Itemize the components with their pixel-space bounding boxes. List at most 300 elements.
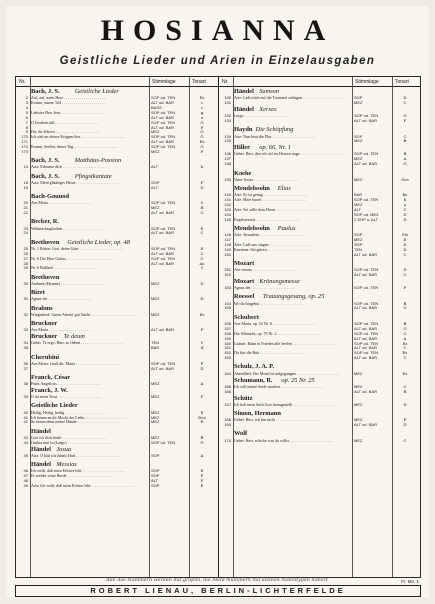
composer-heading: [219, 410, 420, 418]
entry-key: B: [403, 321, 407, 326]
entry-number: 167: [224, 402, 231, 407]
composer-name: Bach, J. S.: [31, 172, 60, 180]
composer-name: Händel: [31, 461, 51, 469]
work-title: Die Schöpfung: [255, 126, 294, 134]
entry-title: Liebster Herr Jesu . . . . . . . . . . . . . . . . . . . . . .: [31, 110, 105, 115]
right-rows: [219, 88, 420, 443]
entry-voice: SOP: [354, 233, 363, 238]
entry-number: 161: [224, 346, 231, 351]
entry-title: Er weidet seine Herde . . . . . . . . . . . . . . . . . . . . . .: [31, 474, 111, 479]
composer-name: Hiller: [234, 144, 250, 152]
entry-number: 35: [23, 346, 28, 351]
entry-key: Es: [199, 140, 205, 145]
entry-number: 48: [23, 479, 28, 484]
entry-key: C: [403, 134, 407, 139]
entry-key: F: [200, 479, 204, 484]
entry-number: 151: [224, 268, 231, 273]
entry-title: Heilig, Heilig, heilig . . . . . . . . . . . . . . . . . . . . . .: [31, 410, 109, 415]
composer-heading: [219, 293, 420, 301]
entry-number: 45: [23, 453, 28, 458]
entry-voice: MEZ: [151, 206, 160, 211]
entry-key: Es: [402, 371, 408, 376]
entry-number: 136: [224, 152, 231, 157]
entry-voice: MEZ: [354, 371, 363, 376]
entry-key: C: [403, 438, 407, 443]
entry-voice: ALT od. BAR: [354, 356, 377, 361]
entry-number: 157: [224, 326, 231, 331]
composer-name: Bach-Gounod: [31, 193, 70, 201]
entry-voice: ALT od. BAR: [151, 366, 174, 371]
entry-number: 18: [23, 180, 28, 185]
composer-heading: [16, 239, 218, 247]
entry-voice: MEZ: [354, 202, 363, 207]
composer-heading: [16, 428, 218, 436]
entry-voice: SOP od. TEN: [354, 286, 379, 291]
entry-voice: SOP od. TEN: [354, 152, 379, 157]
sheet-page: [6, 6, 429, 598]
entry-voice: ALT: [151, 165, 159, 170]
entry-key: D: [403, 402, 407, 407]
entry-voice: TEN: [354, 247, 362, 252]
entry-key: fis: [402, 193, 408, 198]
entry-number: 37: [23, 366, 28, 371]
entry-key: a: [403, 202, 407, 207]
entry-voice: SOP od. TEN: [151, 440, 176, 445]
entry-key: F: [200, 149, 204, 154]
entry-title: Ave Maria . . . . . . . . . . . . . . . . . . . . . .: [31, 328, 92, 333]
composer-heading: [16, 274, 218, 282]
entry-number: 171: [21, 140, 28, 145]
composer-name: Bach, J. S.: [31, 88, 60, 95]
entry-key: D: [403, 212, 407, 217]
entry-voice: SOP: [354, 134, 363, 139]
work-title: Samson: [259, 88, 280, 95]
entry-key: Des: [198, 415, 206, 420]
entry-title: Auf, auf, mein Herz . . . . . . . . . . . . . . . . . . . . . .: [31, 96, 108, 101]
entry-key: E: [200, 226, 204, 231]
entry-key: C: [403, 331, 407, 336]
entry-title: O du mein Trost . . . . . . . . . . . . . . . . . . . . . .: [31, 395, 102, 400]
entry-key: A: [200, 453, 204, 458]
entry-title: Aria: Mein gläubiges Herze . . . . . . . . . . . . . . . . . . . . . .: [31, 180, 120, 185]
entry-title: Ich weiß, daß mein Erlöser lebt . . . . . . . . . . . . . . . . . . . . . .: [31, 469, 126, 474]
entry-key: C: [200, 201, 204, 206]
composer-name: Händel: [234, 105, 254, 113]
entry-number: 141: [224, 198, 231, 203]
entry-voice: MEZ: [354, 139, 363, 144]
entry-number: 145: [224, 217, 231, 222]
entry-voice: ALT od. BAR: [151, 261, 174, 266]
entry-key: F: [403, 286, 407, 291]
entry-key: E: [200, 410, 204, 415]
entry-voice: MEZ: [354, 384, 363, 389]
entry-voice: ALT od. BAR: [151, 125, 174, 130]
entry-number: 27: [23, 256, 28, 261]
entry-voice: MEZ: [354, 101, 363, 106]
composer-name: Bruckner: [31, 333, 58, 341]
entry-key: G: [200, 145, 204, 150]
composer-name: Bizet: [31, 289, 45, 297]
entry-number: 28: [23, 261, 28, 266]
composer-heading: [219, 363, 420, 371]
entry-title: Agnus dei . . . . . . . . . . . . . . . . . . . . . .: [234, 286, 295, 291]
entry-number: 153: [224, 286, 231, 291]
entry-key: D: [200, 366, 204, 371]
entry-voice: SOP: [151, 180, 160, 185]
composer-heading: [219, 185, 420, 193]
entry-title: Ich kenne an dir Macht der Liebe . . . . . . . . . . . . . . . . . . . . . .: [31, 415, 129, 420]
composer-heading: [219, 314, 420, 322]
composer-name: Beethoven: [31, 273, 60, 281]
entry-key: c: [200, 105, 204, 110]
composer-heading: [219, 170, 420, 178]
entry-key: F: [200, 180, 204, 185]
entry-voice: SOP od. TEN: [151, 145, 176, 150]
entry-title: Komm, süsser Tod . . . . . . . . . . . . . . . . . . . . . .: [31, 101, 105, 106]
entry-key: e: [200, 115, 204, 120]
work-title: Elias: [277, 185, 291, 193]
composer-name: Mendelssohn: [234, 224, 270, 232]
entry-number: 139: [224, 177, 231, 182]
entry-key: C: [403, 346, 407, 351]
entry-number: 22: [23, 211, 28, 216]
entry-number: 39: [23, 395, 28, 400]
entry-key: G: [200, 120, 204, 125]
composer-name: Mendelssohn: [234, 185, 270, 193]
entry-key: Es: [199, 312, 205, 317]
entry-title: Nr. 6 Bußlied . . . . . . . . . . . . . . . . . . . . . .: [31, 266, 97, 271]
page-title: HOSIANNA: [100, 14, 335, 47]
work-title: Geistliche Lieder: [74, 88, 119, 95]
entry-key: G: [403, 114, 407, 119]
composer-heading: [219, 126, 420, 134]
entry-title: Ave verum . . . . . . . . . . . . . . . . . . . . . .: [234, 268, 296, 273]
entry-voice: MEZ: [151, 435, 160, 440]
footnote: Alle Ave-Nummern werden mit großen, die Mehl-Nummern mit kleinen Notentypen notiert: [106, 578, 328, 583]
entry-title: Komm, Seelen, dieser Tag . . . . . . . . . . . . . . . . . . . . . .: [31, 145, 118, 150]
entry-number: 26: [23, 251, 28, 256]
entry-title: Weihnachtsglocken . . . . . . . . . . . . . . . . . . . . . .: [31, 226, 107, 231]
entry-number: 8: [25, 125, 28, 130]
entry-key: c: [200, 101, 204, 106]
composer-name: Franck, César: [31, 373, 71, 381]
entry-voice: MEZ: [151, 297, 160, 302]
composer-heading: [219, 395, 420, 403]
composer-name: Beethoven: [31, 238, 60, 246]
composer-heading: [219, 106, 420, 114]
header-stimmlage-right: Stimmlage: [355, 79, 379, 85]
entry-number: 24: [23, 231, 28, 236]
entry-key: C: [403, 207, 407, 212]
entry-voice: ALT od. BAR: [151, 328, 174, 333]
left-column: [16, 77, 219, 577]
entry-voice: MEZ: [354, 418, 363, 423]
entry-title: Largo . . . . . . . . . . . . . . . . . . . . . .: [234, 114, 288, 119]
entry-number: 6: [25, 115, 28, 120]
composer-heading: [16, 387, 218, 395]
entry-key: F: [403, 119, 407, 124]
entry-title: Aria: Erbarme dich . . . . . . . . . . . . . . . . . . . . . .: [31, 165, 106, 170]
entry-number: 41: [23, 415, 28, 420]
entry-voice: SOP: [151, 484, 160, 489]
entry-voice: MEZ: [354, 177, 363, 182]
entry-number: 42: [23, 420, 28, 425]
entry-key: C: [403, 101, 407, 106]
entry-number: 32: [23, 312, 28, 317]
entry-voice: SOP od. TEN: [354, 341, 379, 346]
header-nr: Nr.: [19, 79, 26, 85]
entry-number: 144: [224, 212, 231, 217]
entry-voice: ALT od. BAR: [354, 119, 377, 124]
entry-title: Arie: Jerusalem . . . . . . . . . . . . . . . . . . . . . .: [234, 233, 304, 238]
entry-key: A: [200, 382, 204, 387]
plate-number: Fr. Mo. 1: [401, 579, 419, 584]
entry-key: D: [200, 297, 204, 302]
entry-number: 5: [25, 110, 28, 115]
entry-number: 155: [224, 306, 231, 311]
entry-number: 173: [21, 149, 28, 154]
composer-name: Geistliche Lieder: [31, 402, 78, 410]
entry-number: 19: [23, 185, 28, 190]
entry-key: B: [403, 152, 407, 157]
composer-name: Cherubini: [31, 353, 60, 361]
entry-number: 36: [23, 361, 28, 366]
composer-heading: [16, 157, 218, 165]
entry-voice: SOP od. TEN: [354, 331, 379, 336]
entry-key: D: [403, 217, 407, 222]
entry-number: 46: [23, 469, 28, 474]
entry-number: 34: [23, 341, 28, 346]
entry-key: Es: [402, 351, 408, 356]
work-title: Krönungsmesse: [259, 277, 300, 285]
entry-voice: SOP: [151, 474, 160, 479]
entry-number: 164: [224, 371, 231, 376]
entry-number: 142: [224, 202, 231, 207]
work-title: Josua: [56, 445, 72, 453]
entry-number: 166: [224, 389, 231, 394]
left-rows: [16, 88, 218, 489]
entry-voice: SOP od. TEN: [151, 361, 176, 366]
entry-number: 135: [224, 139, 231, 144]
entry-voice: ALT: [151, 185, 159, 190]
composer-name: Schubert: [234, 313, 259, 321]
entry-title: Arie: Höre Israel . . . . . . . . . . . . . . . . . . . . . .: [234, 198, 306, 203]
entry-number: 9: [25, 130, 28, 135]
composer-heading: [219, 225, 420, 233]
entry-key: Fis: [401, 233, 409, 238]
entry-number: 172: [21, 145, 28, 150]
entry-title: Du bist die Ruh . . . . . . . . . . . . . . . . . . . . . .: [234, 351, 304, 356]
entry-number: 14: [23, 165, 28, 170]
entry-number: 31: [23, 297, 28, 302]
entry-number: 43: [23, 435, 28, 440]
entry-title: Arie: Es ist genug . . . . . . . . . . . . . . . . . . . . . .: [234, 193, 307, 198]
entry-key: E: [200, 469, 204, 474]
entry-number: 160: [224, 341, 231, 346]
composer-name: Haydn: [234, 126, 253, 134]
entry-voice: ALT od. BAR: [354, 326, 377, 331]
entry-key: D: [403, 96, 407, 101]
entry-key: C: [403, 273, 407, 278]
entry-voice: SOP od. TEN: [354, 198, 379, 203]
entry-key: B: [200, 435, 204, 440]
right-column: [219, 77, 420, 577]
entry-number: 131: [224, 101, 231, 106]
entry-number: 4: [25, 105, 28, 110]
entry-key: C: [200, 256, 204, 261]
entry-number: 174: [224, 438, 231, 443]
entry-title: Die Allmacht, op. 79 Nr. 2 . . . . . . . . . . . . . . . . . . . . . .: [234, 331, 321, 336]
composer-heading: [219, 260, 420, 268]
composer-name: Roessel: [234, 293, 255, 301]
entry-number: 130: [224, 96, 231, 101]
entry-voice: MEZ: [151, 130, 160, 135]
entry-number: 170: [21, 135, 28, 140]
composer-name: Mozart: [234, 259, 255, 267]
entry-title: Ave Maria . . . . . . . . . . . . . . . . . . . . . .: [31, 201, 92, 206]
entry-title: Ich steh an deiner Krippen hier . . . . . . . . . . . . . . . . . . . . . .: [31, 135, 125, 140]
entry-number: 137: [224, 157, 231, 162]
entry-title: Engelsterzett . . . . . . . . . . . . . . . . . . . . . .: [234, 217, 299, 222]
composer-name: Schütz: [234, 394, 253, 402]
composer-heading: [219, 144, 420, 152]
entry-key: A: [403, 336, 407, 341]
entry-voice: ALT od. BAR: [151, 115, 174, 120]
entry-voice: SOP: [354, 96, 363, 101]
composer-heading: [16, 354, 218, 362]
header-nr-right: Nr.: [222, 79, 229, 85]
entry-voice: SOP od. TEN: [354, 301, 379, 306]
composer-name: Simon, Hermann: [234, 409, 281, 417]
entry-key: F: [200, 125, 204, 130]
entry-title: Gott ich dich finde . . . . . . . . . . . . . . . . . . . . . .: [31, 435, 106, 440]
entry-title: Gebet: Herr, schicke was du willst . . . . . . . . . . . . . . . . . . . . . .: [234, 438, 333, 443]
entry-key: g: [200, 110, 204, 115]
entry-number: 38: [23, 382, 28, 387]
header-tonart-right: Tonart: [395, 79, 409, 85]
entry-key: f: [201, 266, 203, 271]
entry-voice: ALT od. BAR: [354, 346, 377, 351]
entry-title: Arie: Laßt mich auf die Trommel schlagen . . . . . . . . . . . . . . . . . . . . . .: [234, 96, 347, 101]
right-header: [219, 77, 420, 87]
entry-title: Andante (Hymne) . . . . . . . . . . . . . . . . . . . . . .: [31, 281, 104, 286]
entry-number: 44: [23, 440, 28, 445]
entry-number: 3: [25, 101, 28, 106]
entry-voice: SOP: [151, 469, 160, 474]
work-title: Matthäus-Passion: [74, 157, 122, 165]
entry-title: Aria: O hätt ich Jubals Harf . . . . . . . . . . . . . . . . . . . . . .: [31, 453, 120, 458]
entry-voice: BAR: [151, 346, 160, 351]
entry-number: 20: [23, 201, 28, 206]
entry-number: 138: [224, 162, 231, 167]
entry-voice: SOP od. TEN: [354, 351, 379, 356]
entry-title: Nr. 6 Die Ehre Gottes . . . . . . . . . . . . . . . . . . . . . .: [31, 256, 110, 261]
entry-key: G: [200, 135, 204, 140]
entry-number: 149: [224, 247, 231, 252]
entry-key: f: [201, 341, 203, 346]
entry-title: Kavatine: Sei getreu . . . . . . . . . . . . . . . . . . . . . .: [234, 247, 311, 252]
entry-number: 163: [224, 356, 231, 361]
entry-title: Wo du hingehst . . . . . . . . . . . . . . . . . . . . . .: [234, 301, 304, 306]
composer-heading: [219, 377, 420, 385]
entry-voice: BASS: [151, 105, 162, 110]
entry-number: 30: [23, 281, 28, 286]
entry-key: D: [403, 423, 407, 428]
entry-number: 21: [23, 206, 28, 211]
entry-key: F: [403, 418, 407, 423]
entry-voice: ALT: [151, 479, 159, 484]
entry-title: Arie: Sei stille dem Herrn . . . . . . . . . . . . . . . . . . . . . .: [234, 207, 320, 212]
entry-key: F: [200, 474, 204, 479]
entry-number: 162: [224, 351, 231, 356]
work-title: op. 25 Nr. 25: [281, 376, 315, 384]
work-title: Geistliche Lieder, op. 48: [67, 238, 130, 246]
composer-heading: [16, 333, 218, 341]
entry-key: C: [200, 231, 204, 236]
entry-number: 134: [224, 134, 231, 139]
entry-number: 169: [224, 423, 231, 428]
entry-key: Ges: [401, 177, 409, 182]
entry-title: Wiegenlied: Guten Abend, gut Nacht . . . . . . . . . . . . . . . . . . . . . .: [31, 312, 135, 317]
entry-title: Dir, dir Jehova . . . . . . . . . . . . . . . . . . . . . .: [31, 130, 99, 135]
entry-title: Gebet: Herr, ich bin nicht . . . . . . . . . . . . . . . . . . . . . .: [234, 418, 319, 423]
entry-voice: SOP od. TEN: [151, 246, 176, 251]
entry-key: E: [403, 238, 407, 243]
entry-key: G: [403, 162, 407, 167]
entry-voice: MEZ: [354, 157, 363, 162]
entry-number: 23: [23, 226, 28, 231]
entry-voice: SOP od. TEN: [151, 256, 176, 261]
entry-key: B: [200, 206, 204, 211]
composer-heading: [219, 278, 420, 286]
work-title: Te deum: [63, 333, 85, 341]
entry-voice: MEZ: [354, 438, 363, 443]
entry-key: E: [200, 420, 204, 425]
composer-heading: [16, 218, 218, 226]
entry-key: G: [200, 130, 204, 135]
entry-title: So nimm denn meine Hände . . . . . . . . . . . . . . . . . . . . . .: [31, 420, 121, 425]
composer-heading: [219, 430, 420, 438]
composer-heading: [16, 374, 218, 382]
entry-title: Ombra mai fu (Largo) . . . . . . . . . . . . . . . . . . . . . .: [31, 440, 111, 445]
entry-number: 25: [23, 246, 28, 251]
entry-key: D: [200, 281, 204, 286]
entry-number: 156: [224, 321, 231, 326]
entry-key: E: [200, 484, 204, 489]
entry-voice: MEZ: [151, 420, 160, 425]
entry-voice: MEZ: [151, 382, 160, 387]
entry-key: C: [403, 384, 407, 389]
entry-voice: MEZ: [354, 402, 363, 407]
composer-heading: [16, 446, 218, 454]
entry-title: Gebet: Herr, den ich tief im Herzen trage . . . . . . . . . . . . . . . . . . . . . .: [234, 152, 344, 157]
left-header: [16, 77, 218, 87]
work-title: Pfingstkantate: [74, 172, 112, 180]
entry-key: d: [200, 346, 204, 351]
entry-voice: ALT: [354, 207, 362, 212]
entry-key: h: [403, 198, 407, 203]
entry-key: B: [403, 139, 407, 144]
entry-key: D: [403, 268, 407, 273]
composer-name: Händel: [234, 88, 254, 95]
entry-title: Ave Maria: Gruß dir, Maria . . . . . . . . . . . . . . . . . . . . . .: [31, 361, 120, 366]
entry-voice: SOP od. TEN: [151, 201, 176, 206]
entry-voice: SOP od. MEZ: [354, 212, 379, 217]
header-stimmlage: Stimmlage: [152, 79, 176, 85]
entry-number: 49: [23, 484, 28, 489]
page-subtitle: Geistliche Lieder und Arien in Einzelausgaben: [59, 55, 376, 67]
entry-key: F: [200, 395, 204, 400]
